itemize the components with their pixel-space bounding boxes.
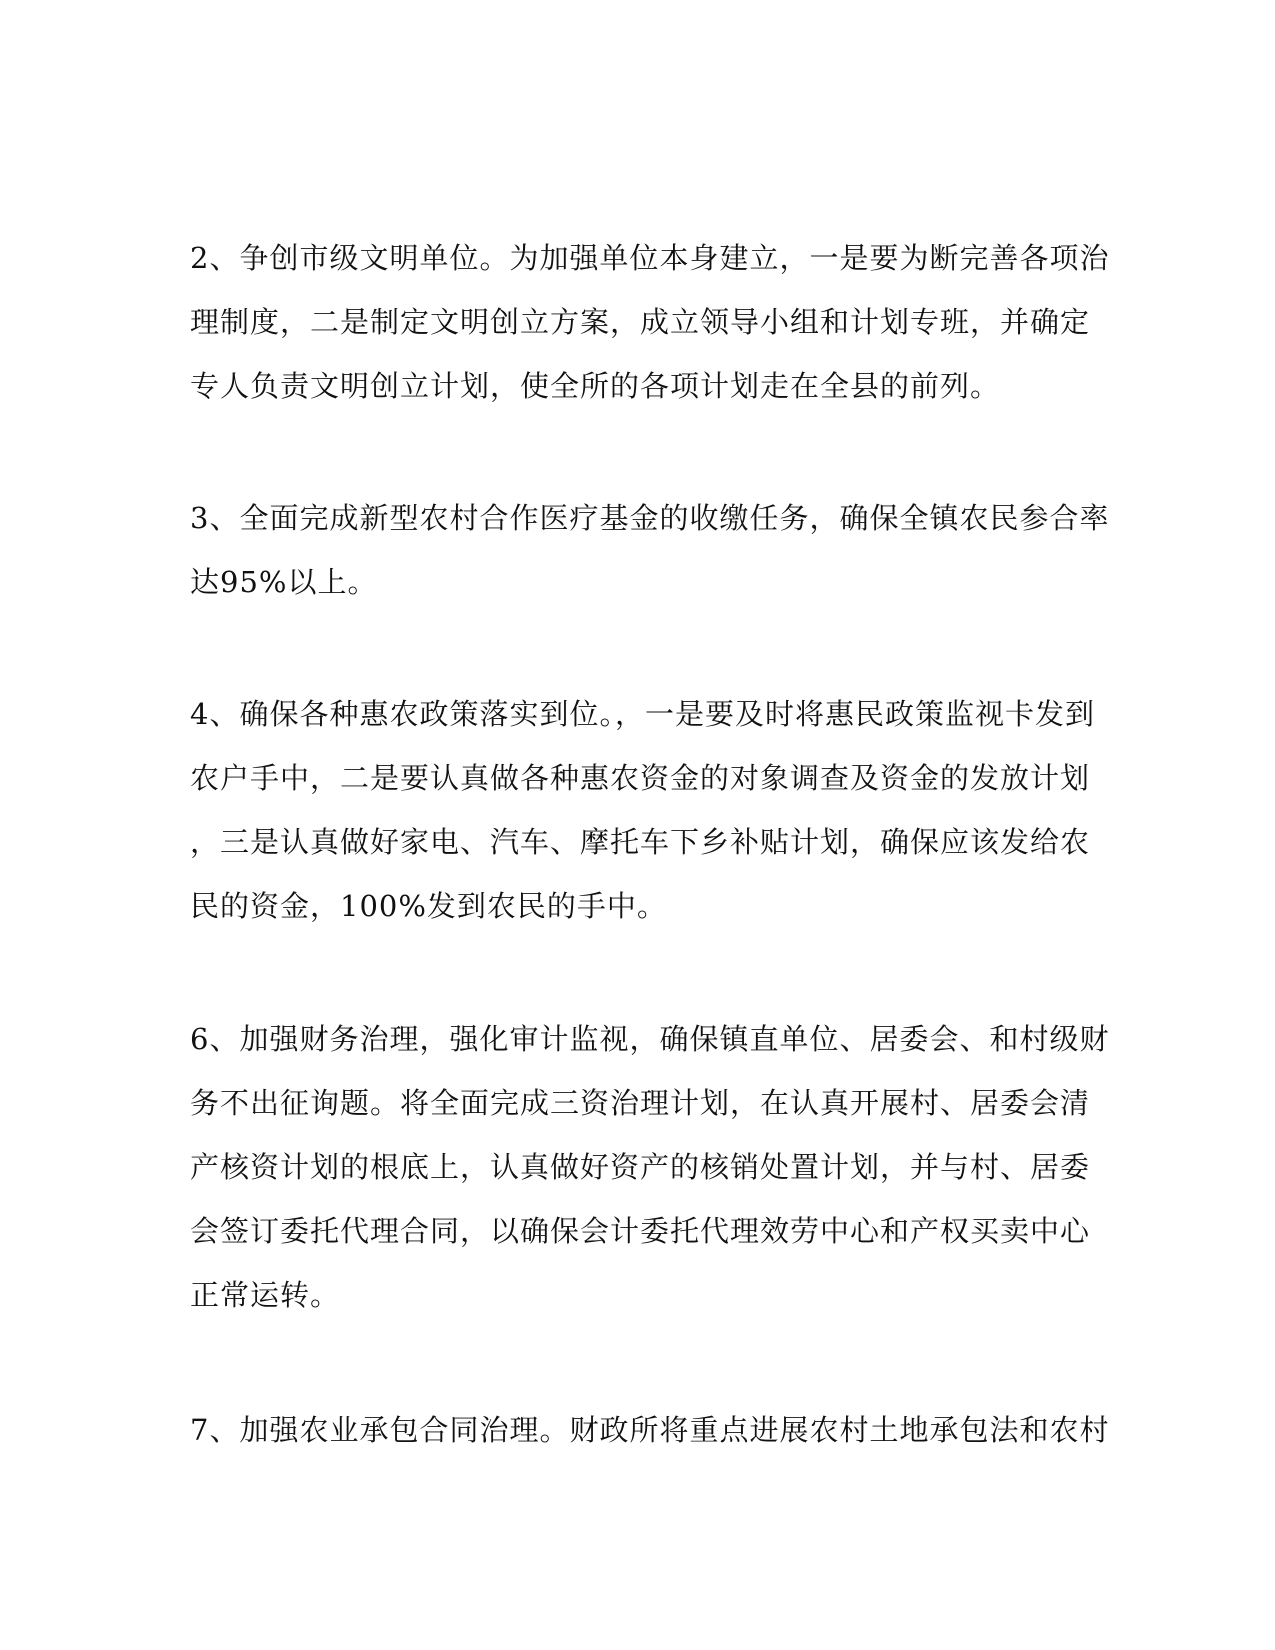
text-line: 3、全面完成新型农村合作医疗基金的收缴任务，确保全镇农民参合率 <box>190 501 1110 535</box>
text-line: 达95%以上。 <box>190 565 378 599</box>
text-line: 正常运转。 <box>190 1278 341 1312</box>
paragraph-item-4 <box>190 682 1095 938</box>
text-line: ，三是认真做好家电、汽车、摩托车下乡补贴计划，确保应该发给农 <box>190 825 1091 859</box>
text-line: 理制度，二是制定文明创立方案，成立领导小组和计划专班，并确定 <box>190 305 1091 339</box>
text-line: 2、争创市级文明单位。为加强单位本身建立，一是要为断完善各项治 <box>190 241 1110 275</box>
paragraph-item-7 <box>190 1398 1110 1462</box>
text-line: 民的资金，100%发到农民的手中。 <box>190 889 667 923</box>
text-line: 6、加强财务治理，强化审计监视，确保镇直单位、居委会、和村级财 <box>190 1022 1110 1056</box>
text-line: 会签订委托代理合同，以确保会计委托代理效劳中心和产权买卖中心 <box>190 1214 1091 1248</box>
text-line: 务不出征询题。将全面完成三资治理计划，在认真开展村、居委会清 <box>190 1086 1091 1120</box>
text-line: 产核资计划的根底上，认真做好资产的核销处置计划，并与村、居委 <box>190 1150 1091 1184</box>
paragraph-item-2 <box>190 226 1110 418</box>
text-line: 专人负责文明创立计划，使全所的各项计划走在全县的前列。 <box>190 369 1001 403</box>
text-line: 7、加强农业承包合同治理。财政所将重点进展农村土地承包法和农村 <box>190 1413 1110 1447</box>
paragraph-item-3 <box>190 486 1110 614</box>
text-line: 农户手中，二是要认真做各种惠农资金的对象调查及资金的发放计划 <box>190 761 1091 795</box>
paragraph-item-6 <box>190 1007 1110 1327</box>
text-line: 4、确保各种惠农政策落实到位。，一是要及时将惠民政策监视卡发到 <box>190 697 1095 731</box>
